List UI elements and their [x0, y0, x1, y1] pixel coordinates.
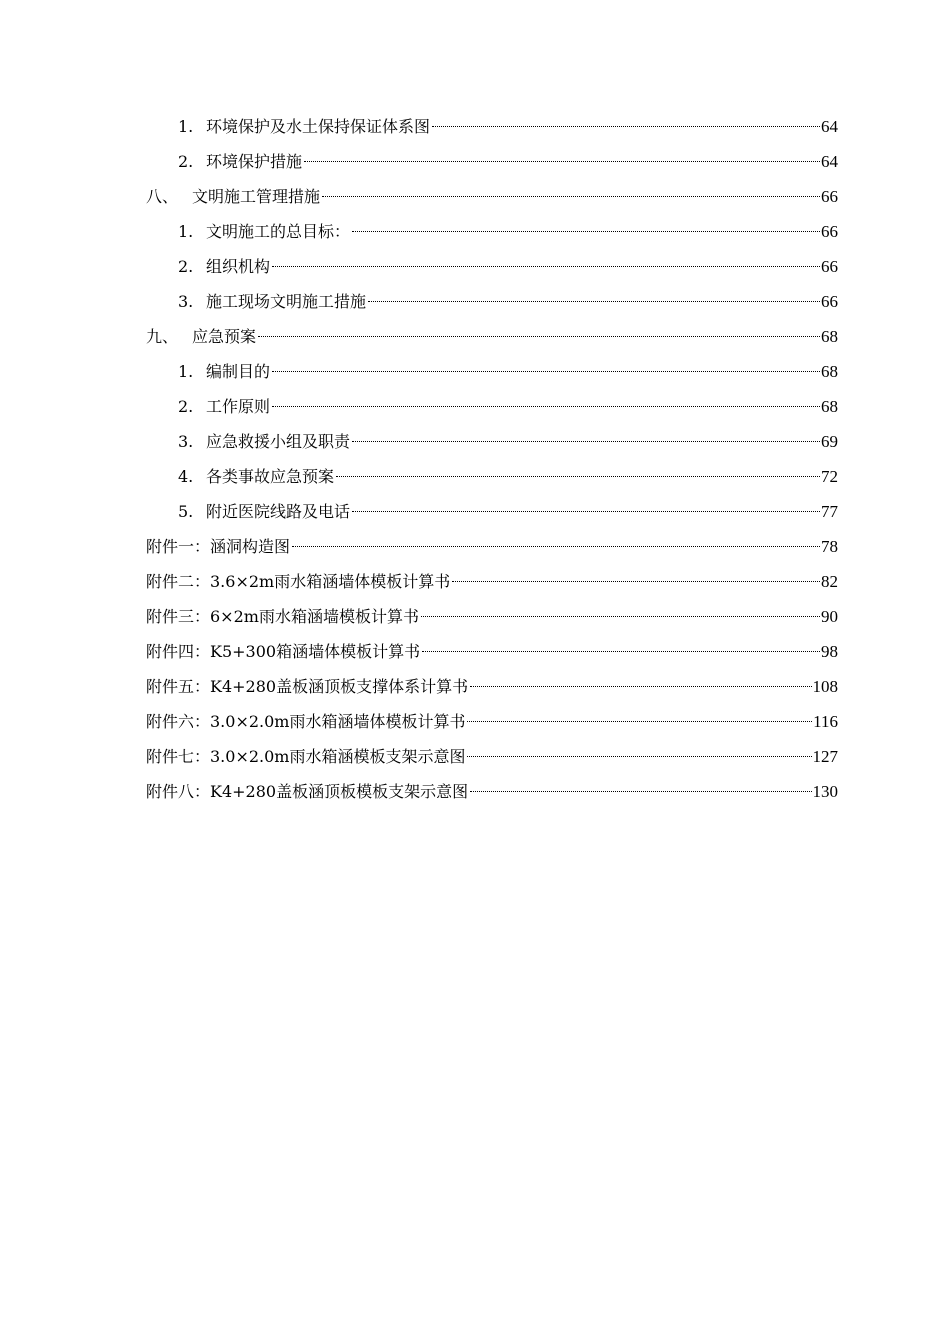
toc-appendix-page: 82	[821, 572, 838, 591]
toc-entry-page: 72	[821, 467, 838, 486]
toc-entry-number: 2.	[178, 152, 194, 171]
toc-appendix-label: 附件五：K4+280盖板涵顶板支撑体系计算书	[146, 677, 469, 696]
toc-entry-number: 5.	[178, 502, 194, 521]
toc-entry-page: 68	[821, 362, 838, 381]
toc-entry-number: 3.	[178, 292, 194, 311]
dot-leader	[292, 546, 820, 547]
dot-leader	[421, 616, 820, 617]
toc-section[interactable]	[146, 179, 838, 214]
toc-entry[interactable]	[146, 214, 838, 249]
dot-leader	[467, 756, 811, 757]
toc-section-page: 66	[821, 187, 838, 206]
toc-entry-label: 应急救援小组及职责	[206, 432, 351, 451]
toc-entry-label: 环境保护及水土保持保证体系图	[206, 117, 431, 136]
toc-appendix[interactable]	[146, 634, 838, 669]
toc-appendix-page: 127	[812, 747, 838, 766]
toc-appendix-page: 130	[812, 782, 838, 801]
toc-entry-page: 66	[821, 222, 838, 241]
toc-section-label: 文明施工管理措施	[192, 187, 321, 206]
toc-entry[interactable]	[146, 354, 838, 389]
toc-appendix-page: 108	[812, 677, 838, 696]
toc-appendix[interactable]	[146, 739, 838, 774]
dot-leader	[470, 686, 811, 687]
dot-leader	[272, 371, 820, 372]
dot-leader	[258, 336, 820, 337]
toc-entry[interactable]	[146, 109, 838, 144]
toc-section[interactable]	[146, 319, 838, 354]
toc-appendix-label: 附件二：3.6×2m雨水箱涵墙体模板计算书	[146, 572, 451, 591]
dot-leader	[432, 126, 820, 127]
dot-leader	[368, 301, 820, 302]
toc-section-page: 68	[821, 327, 838, 346]
toc-section-label: 应急预案	[192, 327, 257, 346]
toc-appendix-label: 附件七：3.0×2.0m雨水箱涵模板支架示意图	[146, 747, 466, 766]
toc-appendix[interactable]	[146, 599, 838, 634]
toc-appendix-label: 附件六：3.0×2.0m雨水箱涵墙体模板计算书	[146, 712, 466, 731]
dot-leader	[336, 476, 820, 477]
toc-entry[interactable]	[146, 494, 838, 529]
dot-leader	[352, 231, 820, 232]
toc-entry[interactable]	[146, 144, 838, 179]
dot-leader	[452, 581, 820, 582]
toc-entry-page: 77	[821, 502, 838, 521]
toc-entry-number: 1.	[178, 117, 194, 136]
toc-entry[interactable]	[146, 249, 838, 284]
dot-leader	[322, 196, 820, 197]
toc-appendix[interactable]	[146, 704, 838, 739]
dot-leader	[422, 651, 820, 652]
toc-entry-label: 附近医院线路及电话	[206, 502, 351, 521]
dot-leader	[352, 511, 820, 512]
toc-appendix[interactable]	[146, 564, 838, 599]
toc-entry-label: 组织机构	[206, 257, 271, 276]
toc-entry[interactable]	[146, 389, 838, 424]
toc-appendix-page: 90	[821, 607, 838, 626]
toc-entry[interactable]	[146, 459, 838, 494]
toc-entry-page: 68	[821, 397, 838, 416]
dot-leader	[304, 161, 820, 162]
toc-entry-number: 1.	[178, 362, 194, 381]
toc-appendix-label: 附件四：K5+300箱涵墙体模板计算书	[146, 642, 421, 661]
toc-appendix-label: 附件一：涵洞构造图	[146, 537, 291, 556]
dot-leader	[467, 721, 812, 722]
toc-section-number: 八、	[146, 187, 179, 206]
dot-leader	[470, 791, 811, 792]
toc-appendix-page: 98	[821, 642, 838, 661]
toc-entry-label: 编制目的	[206, 362, 271, 381]
toc-appendix[interactable]	[146, 669, 838, 704]
toc-entry-number: 4.	[178, 467, 194, 486]
toc-appendix-label: 附件八：K4+280盖板涵顶板模板支架示意图	[146, 782, 469, 801]
toc-appendix-page: 78	[821, 537, 838, 556]
toc-entry-number: 1.	[178, 222, 194, 241]
toc-entry-number: 3.	[178, 432, 194, 451]
table-of-contents	[146, 109, 838, 809]
toc-entry-label: 各类事故应急预案	[206, 467, 335, 486]
toc-entry-page: 66	[821, 257, 838, 276]
toc-entry-number: 2.	[178, 257, 194, 276]
dot-leader	[272, 406, 820, 407]
toc-entry-label: 施工现场文明施工措施	[206, 292, 367, 311]
dot-leader	[352, 441, 820, 442]
toc-entry-page: 64	[821, 117, 838, 136]
toc-entry[interactable]	[146, 284, 838, 319]
toc-entry-page: 66	[821, 292, 838, 311]
toc-appendix-label: 附件三：6×2m雨水箱涵墙模板计算书	[146, 607, 419, 626]
toc-entry-page: 64	[821, 152, 838, 171]
toc-entry-page: 69	[821, 432, 838, 451]
toc-entry-label: 环境保护措施	[206, 152, 303, 171]
toc-appendix[interactable]	[146, 529, 838, 564]
toc-appendix[interactable]	[146, 774, 838, 809]
toc-entry-label: 工作原则	[206, 397, 271, 416]
toc-section-number: 九、	[146, 327, 179, 346]
toc-entry-label: 文明施工的总目标：	[206, 222, 351, 241]
toc-entry[interactable]	[146, 424, 838, 459]
toc-entry-number: 2.	[178, 397, 194, 416]
dot-leader	[272, 266, 820, 267]
toc-appendix-page: 116	[813, 712, 838, 731]
